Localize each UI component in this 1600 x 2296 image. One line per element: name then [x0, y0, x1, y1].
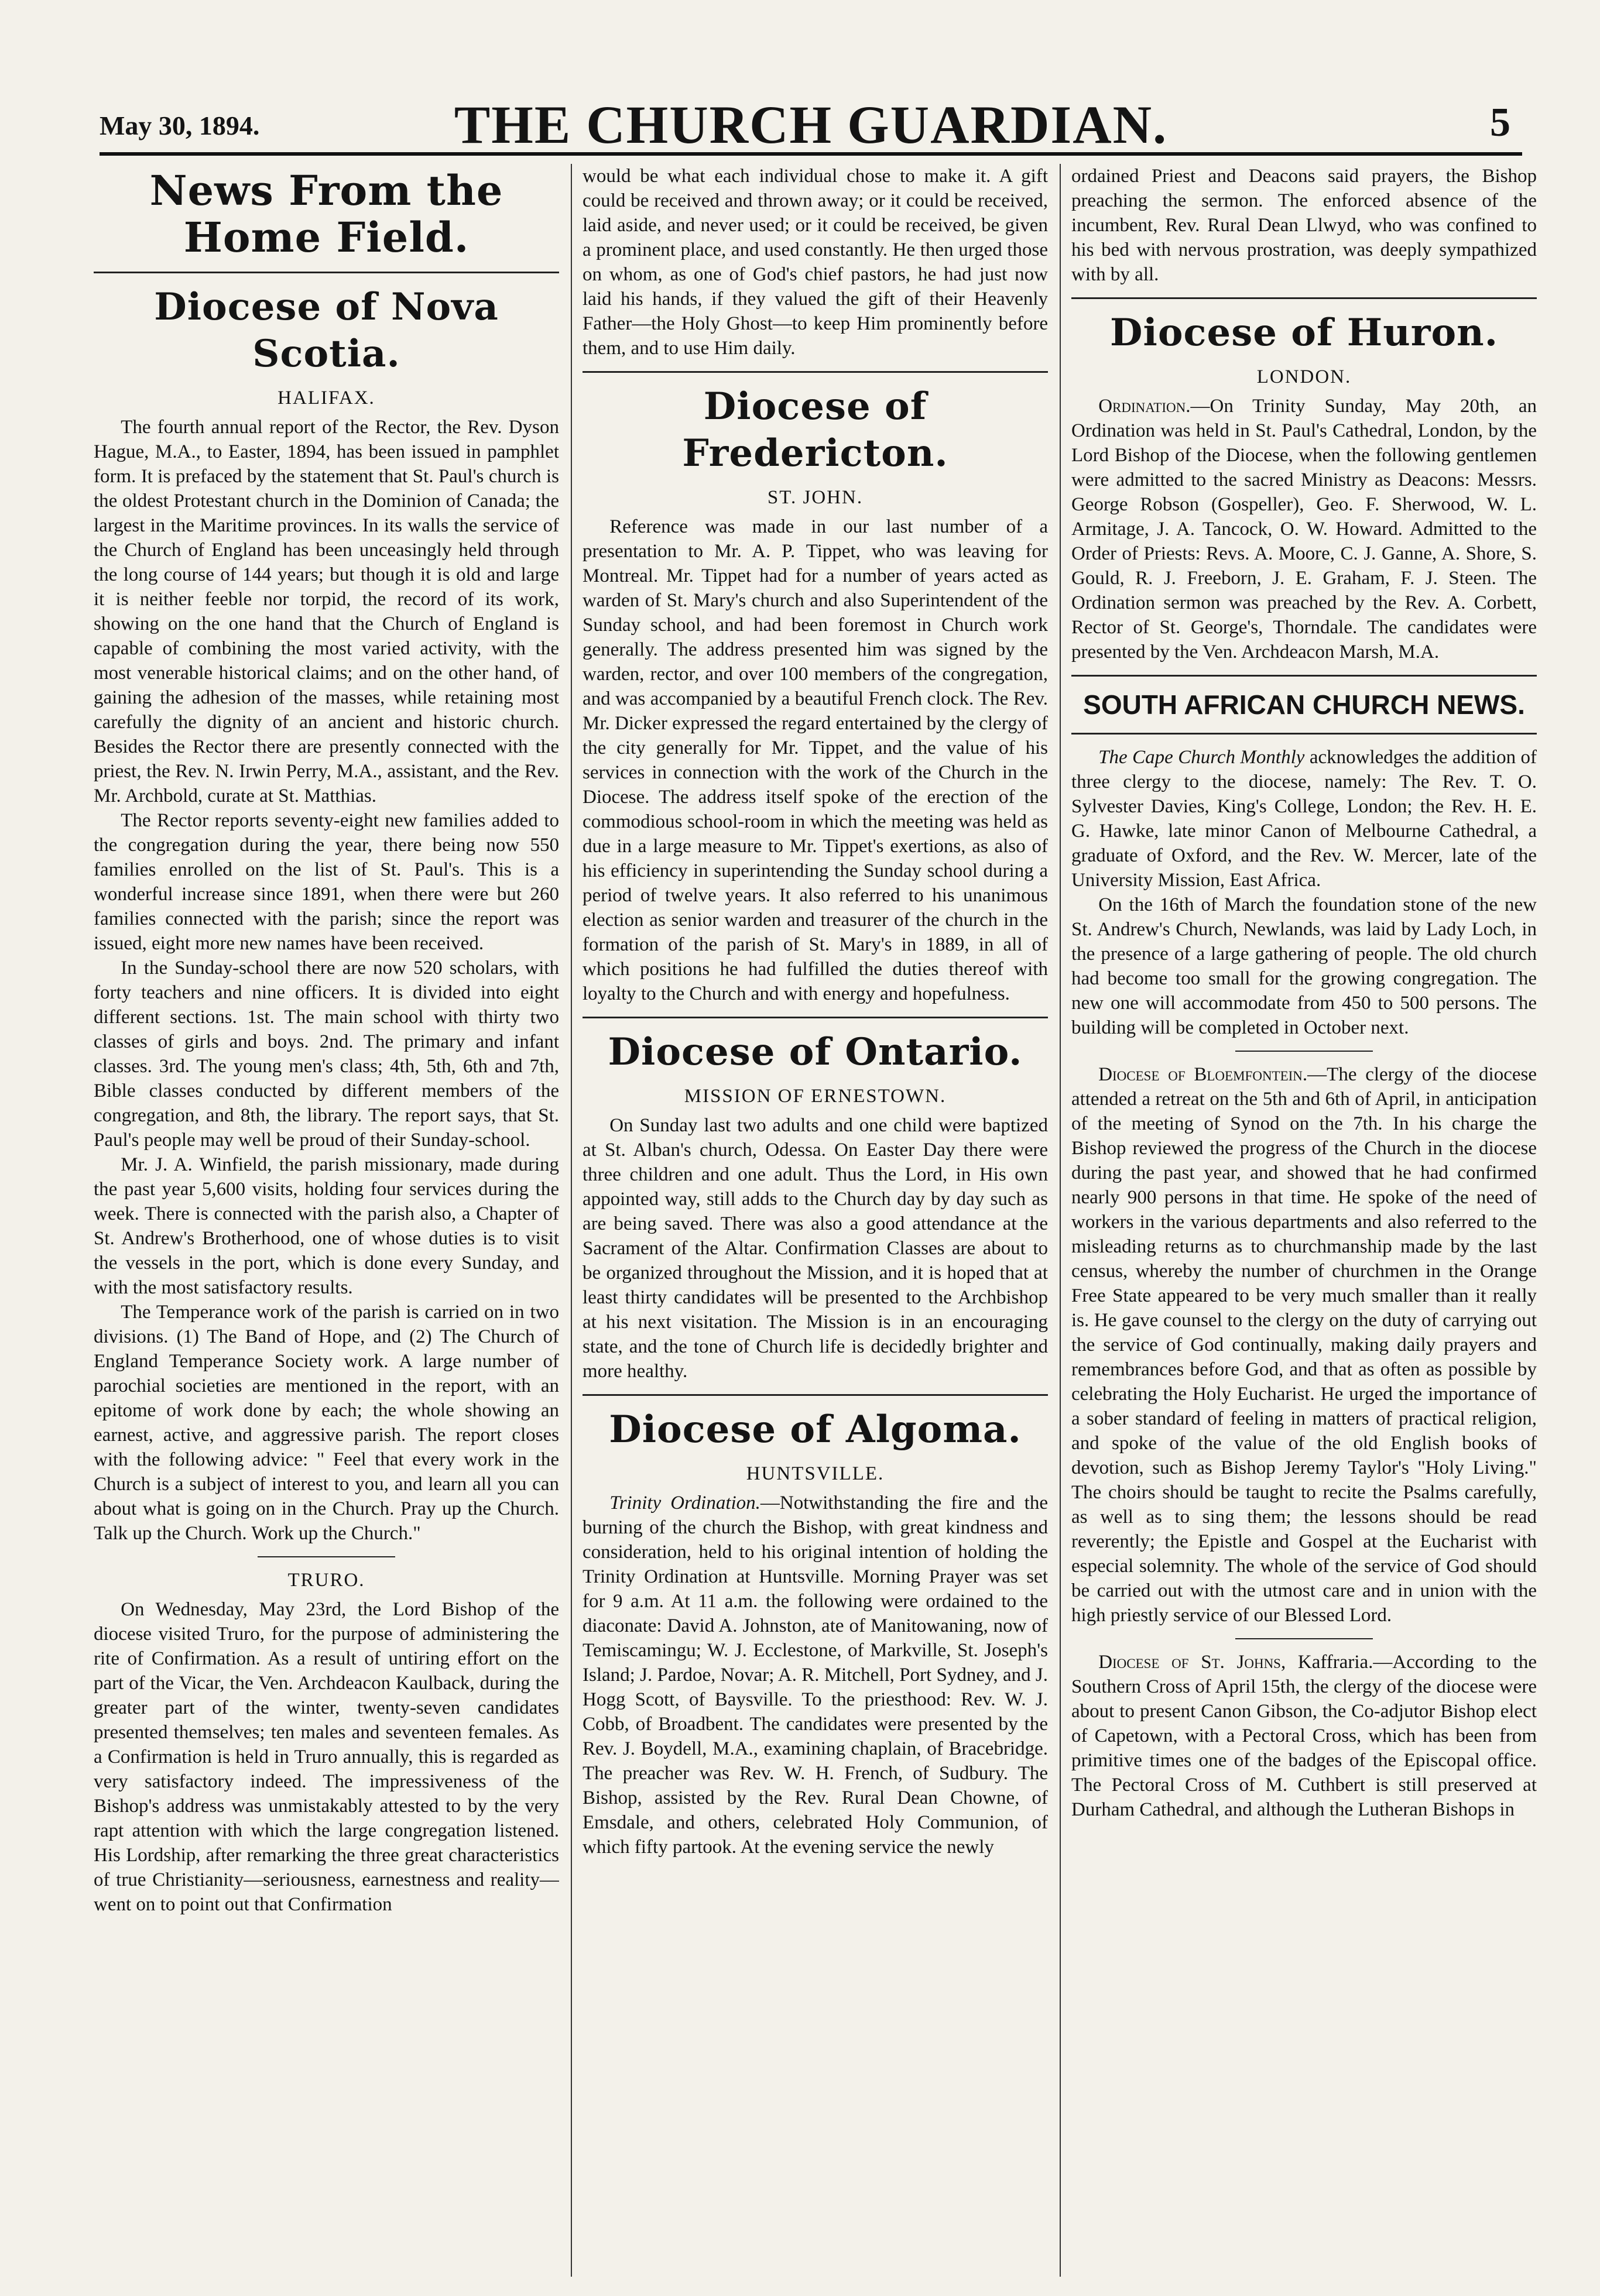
paragraph-lead: The Cape Church Monthly [1098, 747, 1305, 768]
newspaper-title: THE CHURCH GUARDIAN. [454, 95, 1168, 155]
paragraph-body: Kaffraria.—According to the Southern Cross of April 15th, the clergy of the diocese were about to present Canon Gibson, the Co-adjutor Bishop elect of Capetown, with a Pectoral Cross, which has been from primitive times one of the badges of the Episcopal office. The Pectoral Cross of M. Cuthbert is still preserved at Durham Cathedral, and although the Lutheran Bishops in [1071, 1652, 1537, 1820]
divider [1235, 1638, 1373, 1639]
paragraph-body: —On Trinity Sunday, May 20th, an Ordination was held in St. Paul's Cathedral, London, by the Lord Bishop of the Diocese, when the following gentlemen were admitted to the sacred Ministry as Deacons: Messrs. George Robson (Gospeller), Geo. F. Sherwood, W. L. Armitage, J. A. Tancock, O. W. Howard. Admitted to the Order of Priests: Revs. A. Moore, C. J. Ganne, A. Shore, S. Gould, R. J. Freeborn, J. E. Graham, F. J. Steen. The Ordination sermon was preached by the Rev. A. Corbett, Rector of St. George's, Thorndale. The candidates were presented by the Ven. Archdeacon Marsh, M.A. [1071, 396, 1537, 663]
column-rule-1 [571, 164, 572, 2277]
article-paragraph: Reference was made in our last number of a presentation to Mr. A. P. Tippet, who was leaving for Montreal. Mr. Tippet had for a number of years acted as warden of St. Mary's church and also Superintendent of the Sunday school, and had been foremost in Church work generally. The address presented him was signed by the warden, rector, and over 100 members of the congregation, and was accompanied by a beautiful French clock. The Rev. Mr. Dicker expressed the regard entertained by the clergy of the city generally for Mr. Tippet, and the value of his services in connection with the work of the Church in the Diocese. The address itself spoke of the erection of the commodious school-room in which the meeting was held as due in a large measure to Mr. Tippet's exertions, as also of his efficiency in superintending the Sunday school during a period of twelve years. It also referred to his unanimous election as senior warden and treasurer of the church in the formation of the parish of St. Mary's in 1889, in all of which positions he had fulfilled the duties thereof with loyalty to the Church and with energy and hopefulness. [583, 516, 1048, 1004]
paragraph-body: acknowledges the addition of three clergy to the diocese, namely: The Rev. T. O. Sylvester Davies, King's College, London; the Rev. H. E. G. Hawke, late minor Canon of Melbourne Cathedral, a graduate of Oxford, and the Rev. W. Mercer, late of the University Mission, East Africa. [1071, 747, 1537, 891]
column-rule-2 [1060, 164, 1061, 2277]
article-paragraph: On the 16th of March the foundation stone of the new St. Andrew's Church, Newlands, was laid by Lady Loch, in the presence of a large gathering of people. The old church had become too small for the growing congregation. The new one will accommodate from 450 to 500 persons. The building will be completed in October next. [1071, 894, 1537, 1038]
article-paragraph [583, 1491, 1048, 1859]
diocese-heading-huron: Diocese of Huron. [1110, 311, 1498, 355]
paragraph-body: —The clergy of the diocese attended a retreat on the 5th and 6th of April, in anticipation of the meeting of Synod on the 7th. In his charge the Bishop reviewed the progress of the Church in the diocese during the past year, and showed that he had confirmed nearly 900 persons in that time. He spoke of the need of workers in the various departments and also referred to the misleading returns as to churchmanship made by the last census, whereby the number of churchmen in the Orange Free State appeared to be very much smaller than it really is. He gave counsel to the clergy on the duty of carrying out the service of God continually, making daily prayers and remembrances before God, and that as often as possible by celebrating the Holy Eucharist. He urged the importance of a sober standard of feeling in matters of practical religion, and spoke of the value of the old English books of devotion, such as Bishop Jeremy Taylor's "Holy Living." The choirs should be taught to recite the Psalms carefully, as well as to sing them; the lessons should be read reverently; the Epistle and Gospel at the Eucharist with especial solemnity. The whole of the service of God should be carried out with the utmost care and in union with the high priestly service of our Blessed Lord. [1071, 1064, 1537, 1626]
issue-date: May 30, 1894. [100, 111, 260, 140]
article-paragraph: ordained Priest and Deacons said prayers, the Bishop preaching the sermon. The enforced absence of the incumbent, Rev. Rural Dean Llwyd, who was confined to his bed with nervous prostration, was deeply sympathized with by all. [1071, 166, 1537, 285]
divider [94, 272, 559, 273]
divider [1235, 1051, 1373, 1052]
divider [258, 1556, 395, 1557]
place-heading-ernestown: MISSION OF ERNESTOWN. [684, 1086, 947, 1107]
diocese-heading-ontario: Diocese of Ontario. [608, 1030, 1023, 1074]
article-paragraph: In the Sunday-school there are now 520 scholars, with forty teachers and nine officers. It is divided into eight different sections. 1st. The main school with thirty two classes of girls and boys. 2nd. The primary and infant classes. 3rd. The young men's class; 4th, 5th, 6th and 7th, Bible classes conducted by different members of the congregation, and 8th, the library. The report says, that St. Paul's people may well be proud of their Sunday-school. [94, 957, 559, 1151]
divider [583, 1017, 1048, 1018]
article-paragraph: Mr. J. A. Winfield, the parish missionary, made during the past year 5,600 visits, holding four services during the week. There is connected with the parish also, a Chapter of St. Andrew's Brotherhood, one of whose duties is to visit the vessels in the port, which is done every Sunday, and with the most satisfactory results. [94, 1154, 559, 1298]
divider [1071, 675, 1537, 677]
paragraph-lead: Trinity Ordination. [609, 1492, 760, 1513]
column-2 [583, 164, 1048, 2271]
article-paragraph: The fourth annual report of the Rector, the Rev. Dyson Hague, M.A., to Easter, 1894, has been issued in pamphlet form. It is prefaced by the statement that St. Paul's church is the oldest Protestant church in the Dominion of Canada; the largest in the Maritime provinces. In its walls the service of the Church of England has been unceasingly held through the long course of 144 years; but though it is old and large it is neither feeble nor torpid, the record of its work, showing on the one hand that the Church of England is capable of combining the most varied activity, with the most venerable historical claims; and on the other hand, of gaining the adhesion of the masses, while retaining most carefully the dignity of an ancient and historic church. Besides the Rector there are presently connected with the priest, the Rev. N. Irwin Perry, M.A., assistant, and the Rev. Mr. Archbold, curate at St. Matthias. [94, 417, 559, 806]
article-paragraph: would be what each individual chose to make it. A gift could be received and thrown away; or it could be received, laid aside, and never used; or it could be received, be given a prominent place, and used constantly. He then urged those on whom, as one of God's chief pastors, he had just now laid his hands, if they valued the gift of their Heavenly Father—the Holy Ghost—to keep Him prominently before them, and to use Him daily. [583, 166, 1048, 359]
place-heading-huntsville: HUNTSVILLE. [746, 1463, 885, 1484]
paragraph-lead: Diocese of Bloemfontein. [1098, 1064, 1308, 1085]
article-paragraph: The Rector reports seventy-eight new families added to the congregation during the year, there being now 550 families enrolled on the list of St. Paul's. This is a wonderful increase since 1891, when there were but 260 families connected with the parish; since the report was issued, eight more new names have been received. [94, 810, 559, 954]
diocese-heading-algoma: Diocese of Algoma. [609, 1408, 1022, 1451]
place-heading-halifax: HALIFAX. [277, 387, 375, 409]
article-paragraph: On Wednesday, May 23rd, the Lord Bishop of the diocese visited Truro, for the purpose of administering the rite of Confirmation. As a result of untiring effort on the part of the Vicar, the Ven. Archdeacon Kaulback, during the greater part of the winter, twenty-seven candidates presented themselves; ten males and seventeen females. As a Confirmation is held in Truro annually, this is regarded as very satisfactory indeed. The impressiveness of the Bishop's address was unmistakably attested to by the very rapt attention with which the large congregation listened. His Lordship, after remarking the three great characteristics of true Christianity—seriousness, earnestness and reality—went on to point out that Confirmation [94, 1599, 559, 1915]
paragraph-body: —Notwithstanding the fire and the burning of the church the Bishop, with great kindness and consideration, held to his original intention of holding the Trinity Ordination at Huntsville. Morning Prayer was set for 9 a.m. At 11 a.m. the following were ordained to the diaconate: David A. Johnston, ate of Manitowaning, now of Temiscamingu; W. J. Ecclestone, of Markville, St. Joseph's Island; J. Pardoe, Novar; A. R. Mitchell, Port Sydney, and J. Hogg Scott, of Baysville. To the priesthood: Rev. W. J. Cobb, of Broadbent. The candidates were presented by the Rev. J. Boydell, M.A., examining chaplain, of Bracebridge. The preacher was Rev. W. H. French, of Sudbury. The Bishop, assisted by the Rev. Rural Dean Chowne, of Emsdale, and others, celebrated Holy Communion, of which fifty partook. At the evening service the newly [583, 1492, 1048, 1858]
article-paragraph [1071, 1650, 1537, 1822]
diocese-heading-fredericton: Diocese of Fredericton. [682, 385, 948, 475]
article-paragraph [1071, 745, 1537, 893]
main-section-heading: News From the Home Field. [149, 166, 503, 262]
divider [1071, 297, 1537, 299]
paragraph-lead: Diocese of St. Johns, [1098, 1652, 1286, 1673]
article-paragraph [1071, 1062, 1537, 1628]
article-paragraph [1071, 394, 1537, 664]
diocese-heading-nova-scotia: Diocese of Nova Scotia. [154, 285, 499, 376]
masthead [100, 88, 1522, 156]
place-heading-truro: TRURO. [287, 1570, 365, 1591]
section-heading-south-african-news: SOUTH AFRICAN CHURCH NEWS. [1083, 689, 1525, 720]
column-1 [94, 164, 559, 2271]
page-number: 5 [1490, 100, 1510, 145]
article-paragraph: The Temperance work of the parish is carried on in two divisions. (1) The Band of Hope, and (2) The Church of England Temperance Society work. A large number of parochial societies are mentioned in the report, with an epitome of work done by each; the whole showing an earnest, active, and aggressive parish. The report closes with the following advice: " Feel that every work in the Church is a subject of interest to you, and learn all you can about what is going on in the Church. Pray up the Church. Talk up the Church. Work up the Church." [94, 1302, 559, 1544]
paragraph-lead: Ordination. [1098, 396, 1191, 417]
place-heading-london: LONDON. [1256, 366, 1352, 387]
article-paragraph: On Sunday last two adults and one child were baptized at St. Alban's church, Odessa. On Easter Day there were three children and one adult. Thus the Lord, in His own appointed way, still adds to the Church day by day such as are being saved. There was also a good attendance at the Sacrament of the Altar. Confirmation Classes are about to be organized throughout the Mission, and it is hoped that at least thirty candidates will be presented to the Archbishop at his next visitation. The Mission is in an encouraging state, and the tone of Church life is decidedly brighter and more healthy. [583, 1115, 1048, 1382]
column-3 [1071, 164, 1537, 2271]
place-heading-st-john: ST. JOHN. [767, 487, 864, 508]
divider [1071, 733, 1537, 735]
divider [583, 1394, 1048, 1396]
divider [583, 371, 1048, 373]
